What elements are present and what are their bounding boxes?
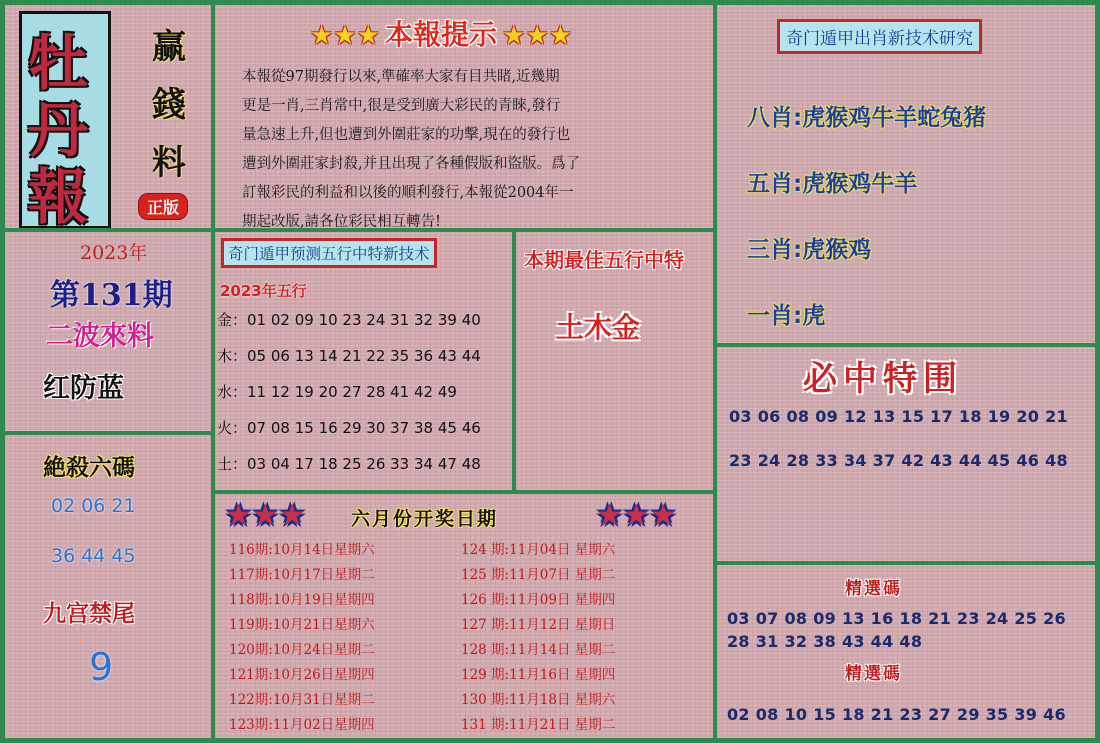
zodiac-value: 虎猴鸡牛羊 bbox=[802, 171, 918, 197]
notice-title-row bbox=[310, 13, 572, 53]
schedule-title: 六月份开奖日期 bbox=[351, 508, 499, 530]
zodiac-row-three bbox=[747, 231, 871, 264]
schedule-entry: 118期:10月19日星期四 bbox=[229, 592, 375, 608]
zodiac-label: 三肖: bbox=[747, 237, 803, 263]
schedule-entry: 116期:10月14日星期六 bbox=[229, 542, 375, 558]
best-value: 土木金 bbox=[556, 311, 641, 344]
schedule-entry: 124 期:11月04日 星期六 bbox=[461, 542, 616, 558]
wuxing-panel bbox=[215, 232, 512, 490]
kill-title: 絶殺六碼 bbox=[43, 454, 135, 481]
kill-panel bbox=[5, 435, 211, 738]
logo-char-1: 牡 bbox=[28, 29, 88, 99]
schedule-entry: 119期:10月21日星期六 bbox=[229, 617, 375, 633]
picks-title: 精選碼 bbox=[845, 579, 902, 599]
notice-title: 本報提示 bbox=[385, 18, 498, 51]
picks-panel bbox=[717, 565, 1095, 738]
logo-block bbox=[19, 11, 111, 228]
must-win-row: 03 06 08 09 12 13 15 17 18 19 20 21 bbox=[729, 407, 1068, 426]
wuxing-row-wood: 木：05 06 13 14 21 22 35 36 43 44 bbox=[217, 347, 481, 365]
schedule-entry: 131 期:11月21日 星期二 bbox=[461, 717, 616, 733]
picks-title: 精選碼 bbox=[845, 664, 902, 684]
issue-year: 2023年 bbox=[80, 242, 148, 264]
zodiac-row-eight bbox=[747, 99, 986, 132]
picks-row: 28 31 32 38 43 44 48 bbox=[727, 632, 923, 651]
schedule-panel bbox=[215, 494, 713, 738]
picks-row: 02 08 10 15 18 21 23 27 29 35 39 46 bbox=[727, 705, 1066, 724]
must-win-row: 23 24 28 33 34 37 42 43 44 45 46 48 bbox=[729, 451, 1068, 470]
schedule-entry: 123期:11月02日星期四 bbox=[229, 717, 375, 733]
notice-line: 期起改版,請各位彩民相互轉告! bbox=[242, 214, 441, 228]
zodiac-value: 虎 bbox=[802, 303, 826, 329]
notice-line: 遭到外圍莊家封殺,并且出現了各種假版和盜版。爲了 bbox=[242, 156, 581, 172]
wuxing-header: 奇门遁甲预测五行中特新技术 bbox=[221, 238, 437, 268]
schedule-entry: 121期:10月26日星期四 bbox=[229, 667, 375, 683]
zodiac-label: 八肖: bbox=[747, 105, 803, 131]
best-element-panel bbox=[516, 232, 713, 490]
star-decoration-icon: ★★★ bbox=[502, 21, 573, 51]
schedule-entry: 126 期:11月09日 星期四 bbox=[461, 592, 616, 608]
schedule-entry: 127 期:11月12日 星期日 bbox=[461, 617, 616, 633]
wuxing-row-fire: 火：07 08 15 16 29 30 37 38 45 46 bbox=[217, 419, 481, 437]
zodiac-label: 五肖: bbox=[747, 171, 803, 197]
picks-row: 03 07 08 09 13 16 18 21 23 24 25 26 bbox=[727, 609, 1066, 628]
zodiac-header: 奇门遁甲出肖新技术研究 bbox=[777, 19, 982, 54]
issue-period: 第131期 bbox=[50, 278, 173, 313]
notice-line: 更是一肖,三肖常中,很是受到廣大彩民的青睞,發行 bbox=[242, 98, 561, 114]
logo-char-2: 丹 bbox=[28, 96, 88, 166]
best-title: 本期最佳五行中特 bbox=[524, 248, 684, 272]
tail-title: 九宫禁尾 bbox=[43, 601, 135, 627]
issue-panel bbox=[5, 232, 211, 431]
schedule-entry: 128 期:11月14日 星期二 bbox=[461, 642, 616, 658]
logo-panel bbox=[5, 5, 211, 228]
schedule-entry: 125 期:11月07日 星期二 bbox=[461, 567, 616, 583]
notice-line: 本報從97期發行以來,準確率大家有目共睹,近幾期 bbox=[242, 69, 560, 85]
wuxing-row-water: 水：11 12 19 20 27 28 41 42 49 bbox=[217, 383, 457, 401]
kill-row: 02 06 21 bbox=[51, 495, 136, 517]
notice-line: 量急速上升,但也遭到外圍莊家的功擊,現在的發行也 bbox=[242, 127, 571, 143]
tail-value: 9 bbox=[89, 645, 114, 689]
zodiac-value: 虎猴鸡牛羊蛇兔猪 bbox=[802, 105, 987, 131]
schedule-entry: 129 期:11月16日 星期四 bbox=[461, 667, 616, 683]
notice-panel bbox=[215, 5, 713, 228]
slogan-char-3: 料 bbox=[152, 143, 186, 183]
star-decoration-icon: ★★★ bbox=[596, 498, 677, 533]
logo-char-3: 報 bbox=[28, 163, 88, 228]
wuxing-subtitle: 2023年五行 bbox=[220, 282, 307, 300]
kill-row: 36 44 45 bbox=[51, 545, 136, 567]
schedule-entry: 130 期:11月18日 星期六 bbox=[461, 692, 616, 708]
zodiac-row-one bbox=[747, 297, 825, 330]
schedule-entry: 120期:10月24日星期二 bbox=[229, 642, 375, 658]
star-decoration-icon: ★★★ bbox=[225, 498, 306, 533]
zodiac-value: 虎猴鸡 bbox=[802, 237, 872, 263]
schedule-entry: 117期:10月17日星期二 bbox=[229, 567, 375, 583]
slogan-char-2: 錢 bbox=[152, 85, 186, 125]
wave-title: 二波來料 bbox=[46, 321, 154, 352]
zodiac-label: 一肖: bbox=[747, 303, 803, 329]
zodiac-row-five bbox=[747, 165, 917, 198]
wuxing-row-metal: 金：01 02 09 10 23 24 31 32 39 40 bbox=[217, 311, 481, 329]
wave-value: 红防蓝 bbox=[43, 373, 124, 404]
must-win-title: 必中特围 bbox=[803, 359, 963, 399]
schedule-entry: 122期:10月31日星期二 bbox=[229, 692, 375, 708]
slogan-char-1: 赢 bbox=[152, 27, 186, 67]
wuxing-row-earth: 土：03 04 17 18 25 26 33 34 47 48 bbox=[217, 455, 481, 473]
zodiac-panel bbox=[717, 5, 1095, 343]
notice-line: 訂報彩民的利益和以後的順利發行,本報從2004年一 bbox=[242, 185, 574, 201]
must-win-panel bbox=[717, 347, 1095, 561]
star-decoration-icon: ★★★ bbox=[310, 21, 380, 51]
authentic-badge: 正版 bbox=[138, 193, 188, 220]
